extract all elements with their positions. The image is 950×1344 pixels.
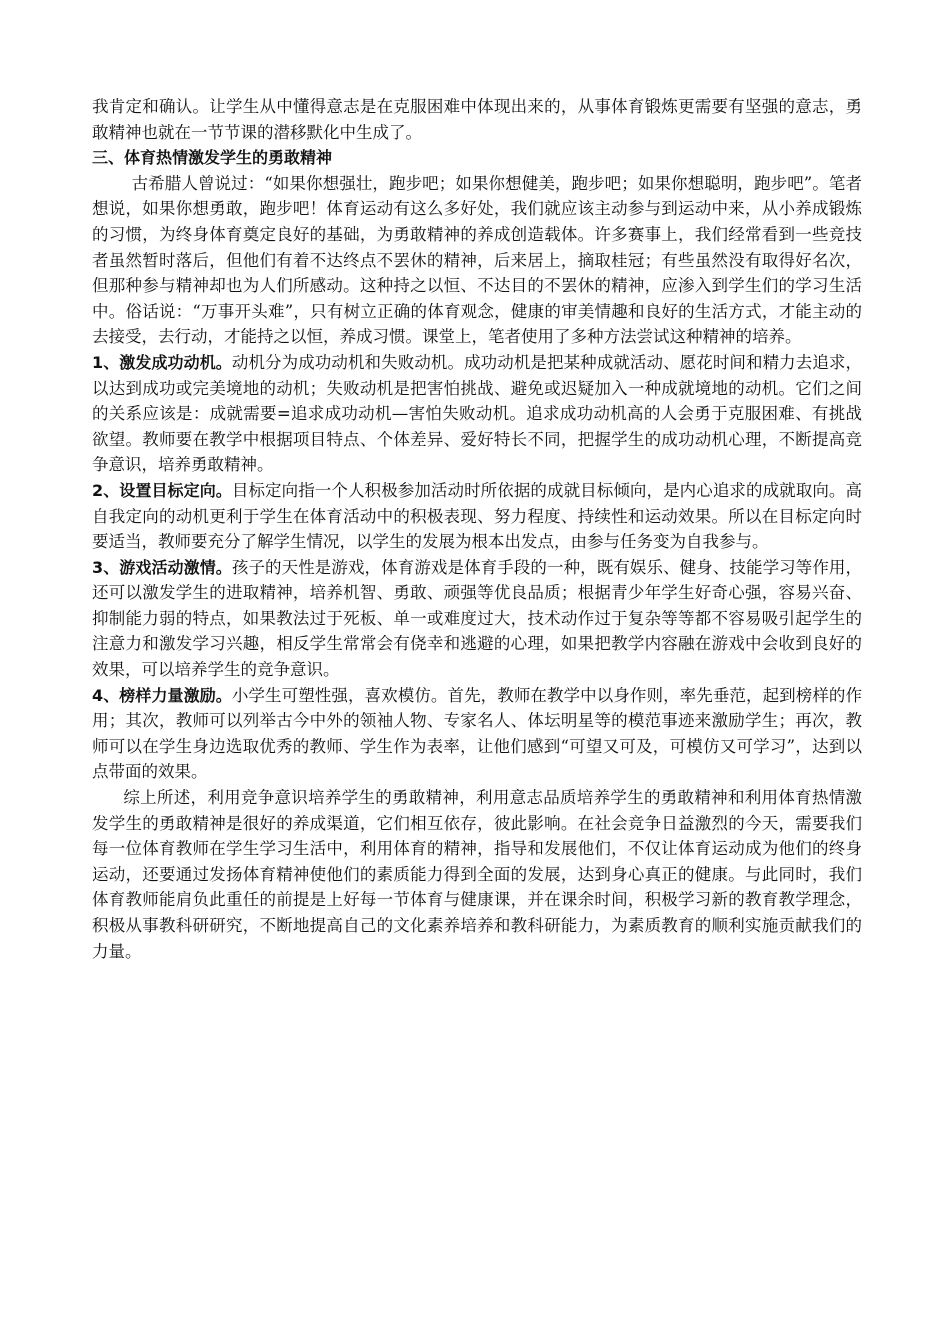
list-item-2-lead: 2、设置目标定向。 [92,480,232,500]
list-item-3-lead: 3、游戏活动激情。 [92,557,232,577]
list-item-4 [92,683,862,785]
list-item-2-text: 目标定向指一个人积极参加活动时所依据的成就目标倾向，是内心追求的成就取向。高自我定向的动机更利于学生在体育活动中的积极表现、努力程度、持续性和运动效果。所以在目标定向时要适当，教师要充分了解学生情况，以学生的发展为根本出发点，由参与任务变为自我参与。 [92,480,862,552]
list-item-2 [92,478,862,555]
paragraph-continuation: 我肯定和确认。让学生从中懂得意志是在克服困难中体现出来的，从事体育锻炼更需要有坚强的意志，勇敢精神也就在一节节课的潜移默化中生成了。 [92,97,862,142]
section-heading: 三、体育热情激发学生的勇敢精神 [92,148,333,168]
list-item-3-text: 孩子的天性是游戏，体育游戏是体育手段的一种，既有娱乐、健身、技能学习等作用，还可以激发学生的进取精神，培养机智、勇敢、顽强等优良品质；根据青少年学生好奇心强，容易兴奋、抑制能力弱的特点，如果教法过于死板、单一或难度过大，技术动作过于复杂等等都不容易吸引起学生的注意力和激发学习兴趣，相反学生常常会有侥幸和逃避的心理，如果把教学内容融在游戏中会收到良好的效果，可以培养学生的竞争意识。 [92,557,862,680]
list-item-3 [92,555,862,683]
paragraph-conclusion: 综上所述，利用竞争意识培养学生的勇敢精神，利用意志品质培养学生的勇敢精神和利用体育热情激发学生的勇敢精神是很好的养成渠道，它们相互依存，彼此影响。在社会竞争日益激烈的今天，需要我们每一位体育教师在学生学习生活中，利用体育的精神，指导和发展他们，不仅让体育运动成为他们的终身运动，还要通过发扬体育精神使他们的素质能力得到全面的发展，达到身心真正的健康。与此同时，我们体育教师能肩负此重任的前提是上好每一节体育与健康课，并在课余时间，积极学习新的教育教学理念，积极从事教科研研究，不断地提高自己的文化素养培养和教科研能力，为素质教育的顺利实施贡献我们的力量。 [92,788,862,961]
list-item-1 [92,350,862,478]
paragraph-intro: 古希腊人曾说过：“如果你想强壮，跑步吧；如果你想健美，跑步吧；如果你想聪明，跑步吧”。笔者想说，如果你想勇敢，跑步吧！体育运动有这么多好处，我们就应该主动参与到运动中来，从小养成锻炼的习惯，为终身体育奠定良好的基础，为勇敢精神的养成创造载体。许多赛事上，我们经常看到一些竞技者虽然暂时落后，但他们有着不达终点不罢休的精神，后来居上，摘取桂冠；有些虽然没有取得好名次，但那种参与精神却也为人们所感动。这种持之以恒、不达目的不罢休的精神，应渗入到学生们的学习生活中。俗话说：“万事开头难”，只有树立正确的体育观念，健康的审美情趣和良好的生活方式，才能主动的去接受，去行动，才能持之以恒，养成习惯。课堂上，笔者使用了多种方法尝试这种精神的培养。 [92,173,862,347]
list-item-1-text: 动机分为成功动机和失败动机。成功动机是把某种成就活动、愿花时间和精力去追求，以达到成功或完美境地的动机；失败动机是把害怕挑战、避免或迟疑加入一种成就境地的动机。它们之间的关系应该是：成就需要=追求成功动机—害怕失败动机。追求成功动机高的人会勇于克服困难、有挑战欲望。教师要在教学中根据项目特点、个体差异、爱好特长不同，把握学生的成功动机心理，不断提高竞争意识，培养勇敢精神。 [92,352,862,475]
document-page [92,94,862,964]
list-item-4-lead: 4、榜样力量激励。 [92,685,232,705]
list-item-1-lead: 1、激发成功动机。 [92,352,232,372]
list-item-4-text: 小学生可塑性强，喜欢模仿。首先，教师在教学中以身作则，率先垂范，起到榜样的作用；其次，教师可以列举古今中外的领袖人物、专家名人、体坛明星等的模范事迹来激励学生；再次，教师可以在学生身边选取优秀的教师、学生作为表率，让他们感到“可望又可及，可模仿又可学习”，达到以点带面的效果。 [92,685,862,782]
